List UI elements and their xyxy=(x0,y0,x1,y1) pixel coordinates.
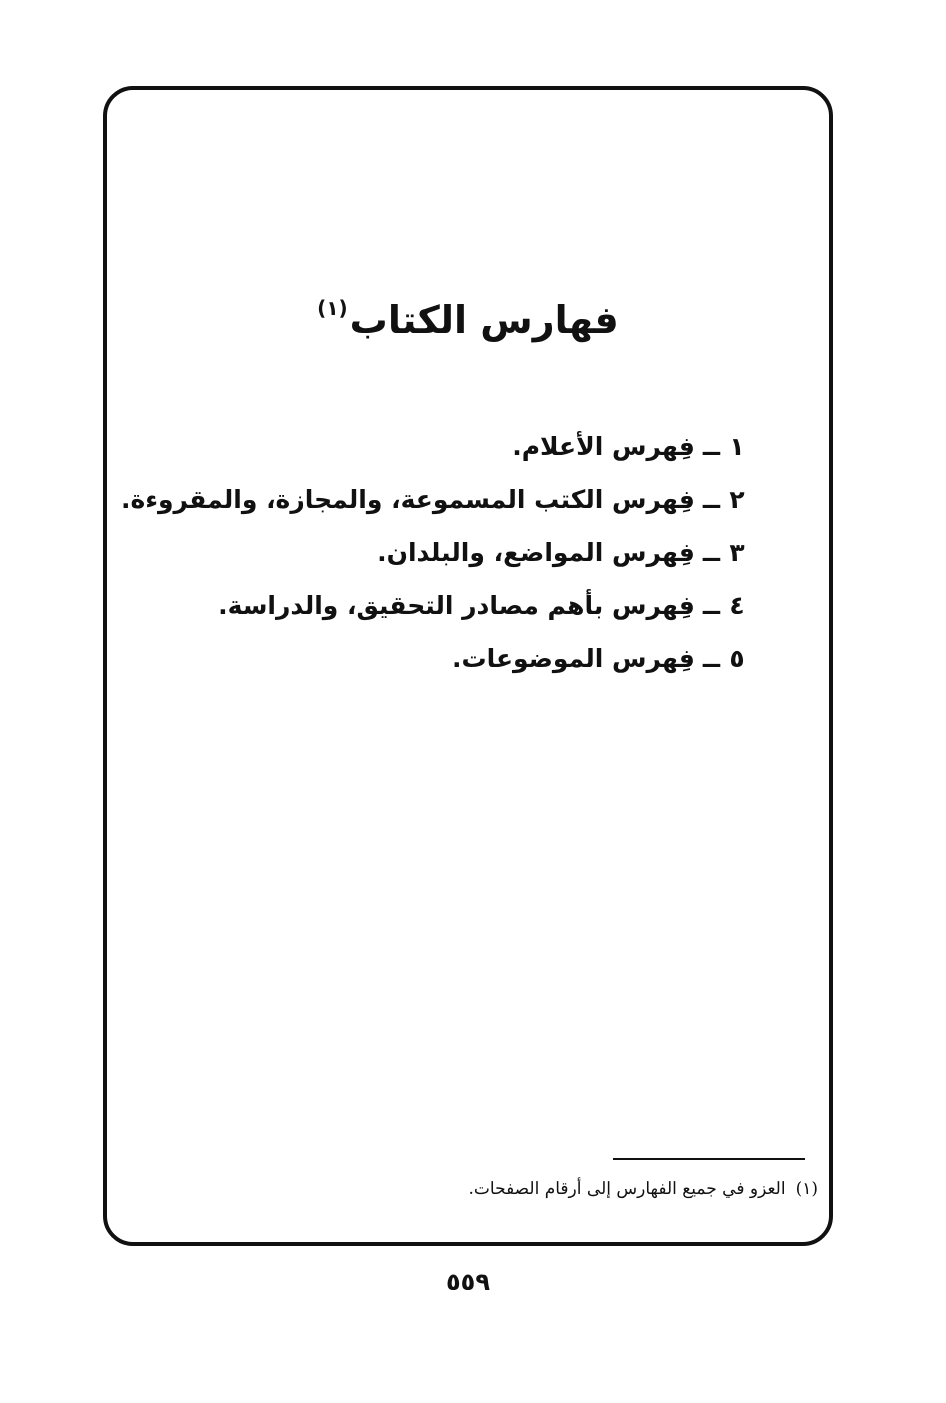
list-item-dash: ــ xyxy=(702,485,720,514)
list-item-number: ١ xyxy=(729,432,745,461)
list-item-text: فِهرس الموضوعات. xyxy=(451,644,695,673)
list-item-text: فِهرس المواضع، والبلدان. xyxy=(377,538,695,567)
list-item-number: ٥ xyxy=(729,644,745,673)
list-item xyxy=(166,420,746,473)
list-item-number: ٢ xyxy=(729,485,745,514)
list-item-text: فِهرس الكتب المسموعة، والمجازة، والمقروءة. xyxy=(120,485,695,514)
list-item-number: ٤ xyxy=(729,591,745,620)
list-item xyxy=(166,632,746,685)
list-item-dash: ــ xyxy=(702,644,720,673)
page-title-text: فهارس الكتاب xyxy=(349,298,619,342)
list-item-dash: ــ xyxy=(702,432,720,461)
list-item-dash: ــ xyxy=(702,538,720,567)
page-title xyxy=(103,278,833,350)
page-number: ٥٥٩ xyxy=(446,1268,490,1296)
list-item xyxy=(166,526,746,579)
list-item xyxy=(166,579,746,632)
title-footnote-marker: (١) xyxy=(317,296,348,320)
footnote-divider xyxy=(613,1158,805,1160)
list-item-text: فِهرس بأهم مصادر التحقيق، والدراسة. xyxy=(218,591,695,620)
list-item-dash: ــ xyxy=(702,591,720,620)
index-list xyxy=(120,420,746,685)
list-item-text: فِهرس الأعلام. xyxy=(512,432,695,461)
list-item-number: ٣ xyxy=(729,538,745,567)
footnote-number: (١) xyxy=(795,1179,818,1199)
footnote-text: العزو في جميع الفهارس إلى أرقام الصفحات. xyxy=(468,1179,786,1199)
list-item xyxy=(120,473,746,526)
footnote xyxy=(218,1175,818,1203)
